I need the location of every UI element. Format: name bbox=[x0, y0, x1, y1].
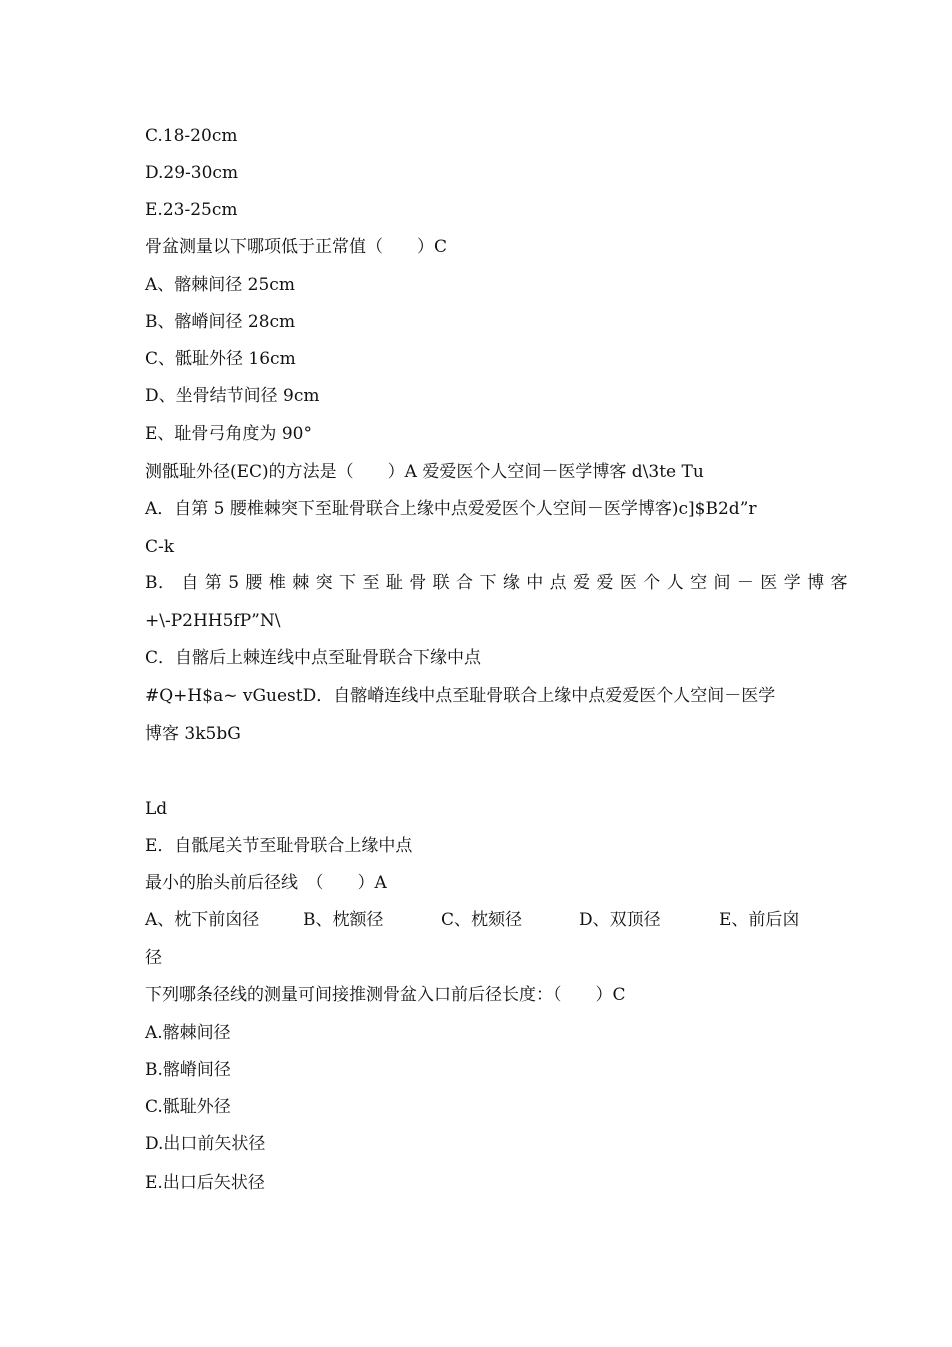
text-line: C.18-20cm bbox=[145, 126, 238, 146]
option-item: B、枕额径 bbox=[303, 910, 384, 930]
text-line: A、髂棘间径 25cm bbox=[145, 275, 295, 295]
text-line: C.骶耻外径 bbox=[145, 1097, 231, 1117]
text-line: D.29-30cm bbox=[145, 163, 239, 183]
text-line: Ld bbox=[145, 799, 168, 819]
text-line: D.出口前矢状径 bbox=[145, 1134, 266, 1154]
text-line: E.出口后矢状径 bbox=[145, 1173, 265, 1193]
text-line: A.髂棘间径 bbox=[145, 1023, 231, 1043]
text-line: 径 bbox=[145, 948, 162, 968]
options-row bbox=[145, 909, 811, 931]
text-line: +\-P2HH5fP”N\ bbox=[145, 611, 281, 631]
question-line: 下列哪条径线的测量可间接推测骨盆入口前后径长度：（ ）C bbox=[145, 985, 626, 1005]
question-line: 测骶耻外径(EC)的方法是（ ）A 爱爱医个人空间－医学博客 d\3te Tu bbox=[145, 462, 704, 482]
question-line: 骨盆测量以下哪项低于正常值（ ）C bbox=[145, 237, 448, 257]
option-item: C、枕颏径 bbox=[441, 910, 523, 930]
text-line: C、骶耻外径 16cm bbox=[145, 349, 296, 369]
text-line: E．自骶尾关节至耻骨联合上缘中点 bbox=[145, 836, 413, 856]
text-line: B． 自 第 5 腰 椎 棘 突 下 至 耻 骨 联 合 下 缘 中 点 爱 爱 医 个 人 空 间 － 医 学 博 客 bbox=[145, 573, 849, 593]
text-line: D、坐骨结节间径 9cm bbox=[145, 386, 320, 406]
option-item: D、双顶径 bbox=[579, 910, 661, 930]
text-line: B、髂嵴间径 28cm bbox=[145, 312, 296, 332]
text-line: A．自第 5 腰椎棘突下至耻骨联合上缘中点爱爱医个人空间－医学博客)c]$B2d”r bbox=[145, 499, 757, 519]
text-line: #Q+H$a~ vGuestD．自髂嵴连线中点至耻骨联合上缘中点爱爱医个人空间－医学 bbox=[145, 686, 776, 706]
question-line: 最小的胎头前后径线 （ ）A bbox=[145, 873, 387, 893]
option-item: A、枕下前囟径 bbox=[145, 910, 260, 930]
text-line: B.髂嵴间径 bbox=[145, 1060, 231, 1080]
text-line: E.23-25cm bbox=[145, 200, 238, 220]
option-item: E、前后囟 bbox=[719, 910, 800, 930]
text-line: 博客 3k5bG bbox=[145, 724, 241, 744]
text-line: C-k bbox=[145, 537, 175, 557]
text-line: C．自髂后上棘连线中点至耻骨联合下缘中点 bbox=[145, 648, 482, 668]
text-line: E、耻骨弓角度为 90° bbox=[145, 424, 312, 444]
